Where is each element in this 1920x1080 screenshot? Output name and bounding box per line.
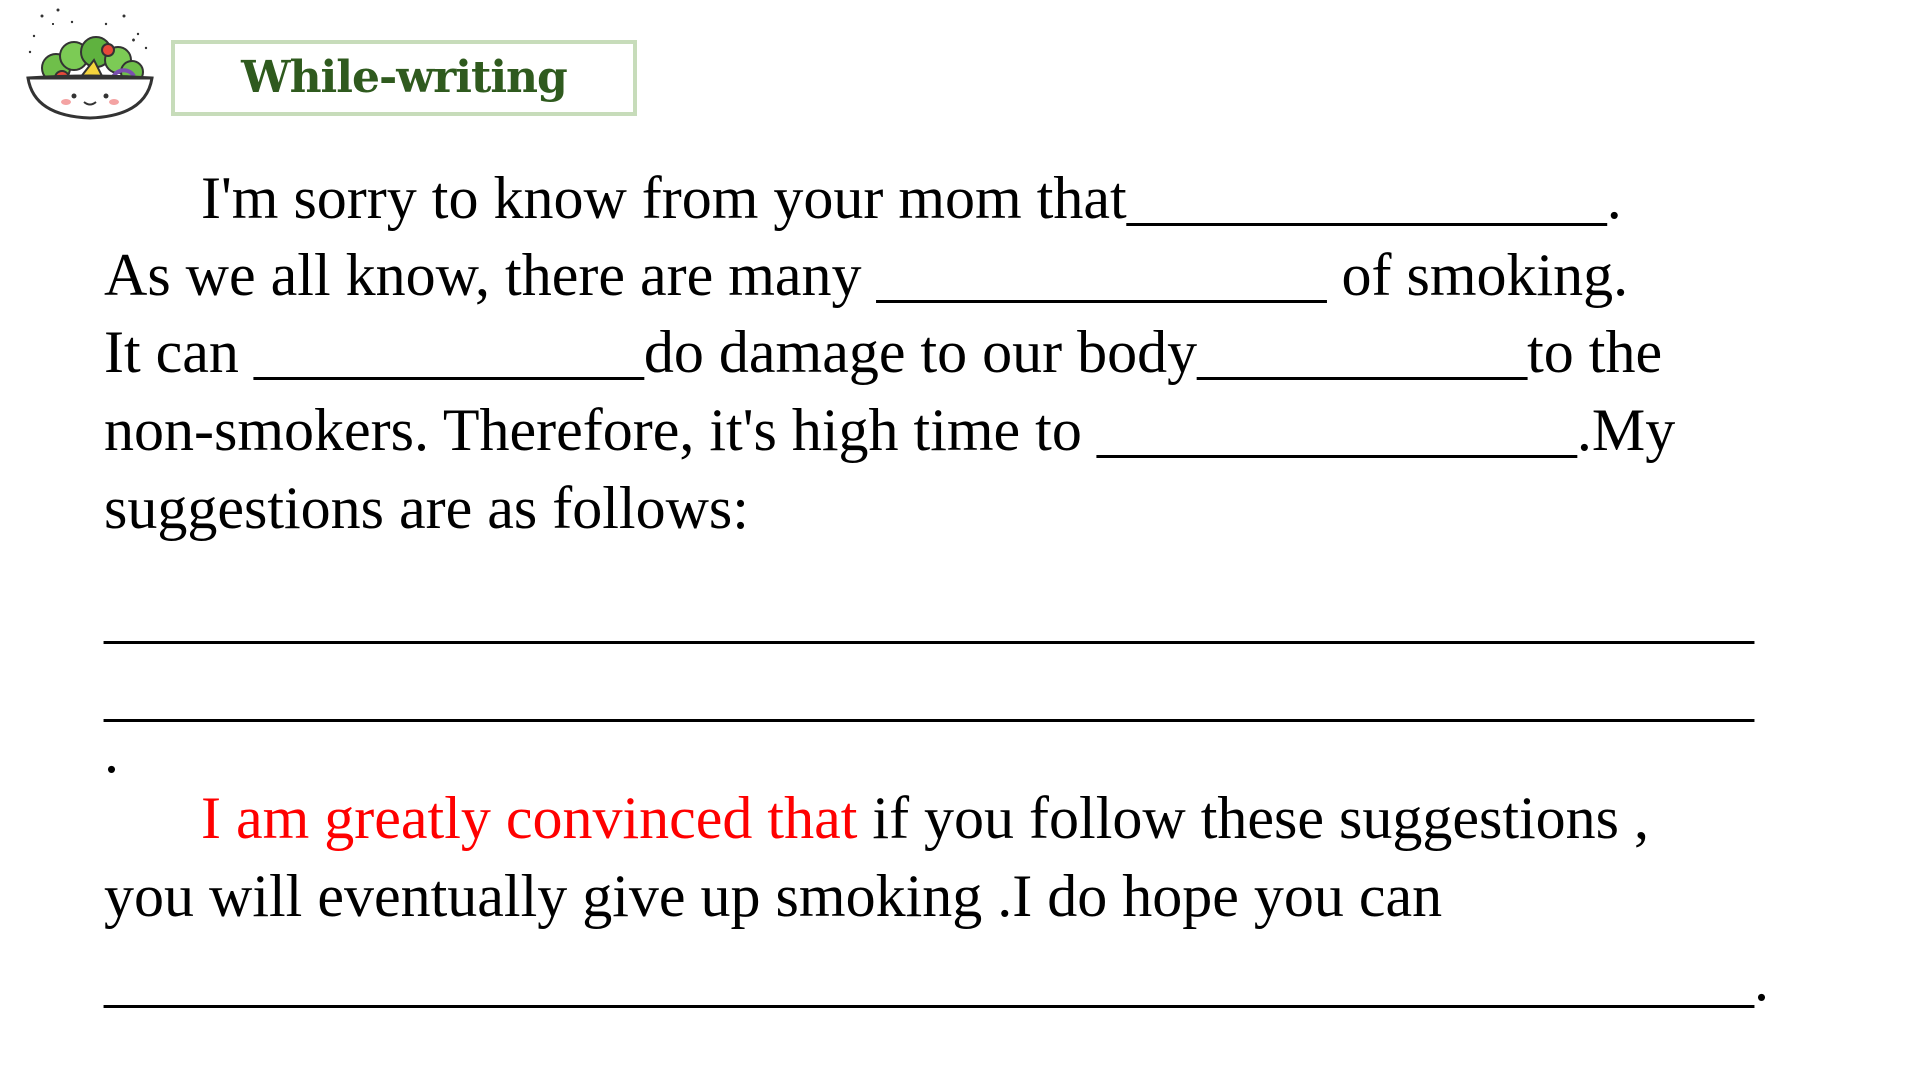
conclusion-blank-line: _______________________________________________________.	[104, 947, 1769, 1013]
conclusion-line-2: you will eventually give up smoking .I do hope you can	[104, 863, 1443, 929]
answer-blank-line-2: _______________________________________________________	[104, 661, 1754, 727]
passage-line-5: suggestions are as follows:	[104, 475, 749, 541]
passage-line-2: As we all know, there are many _______________ of smoking.	[104, 242, 1629, 308]
passage-line-4: non-smokers. Therefore, it's high time to ________________.My	[104, 397, 1676, 463]
conclusion-line-1-rest: if you follow these suggestions ,	[857, 785, 1650, 851]
salad-bowl-icon	[22, 4, 158, 122]
period-line: .	[104, 719, 119, 785]
passage-line-3: It can _____________do damage to our body___________to the	[104, 319, 1663, 385]
conclusion-line-1	[201, 785, 1650, 851]
passage-line-1: I'm sorry to know from your mom that________________.	[201, 165, 1622, 231]
highlighted-phrase: I am greatly convinced that	[201, 785, 858, 851]
bowl	[28, 76, 152, 118]
answer-blank-line-1: _______________________________________________________	[104, 583, 1754, 649]
section-title: While-writing	[241, 52, 567, 103]
section-title-box	[171, 40, 637, 116]
